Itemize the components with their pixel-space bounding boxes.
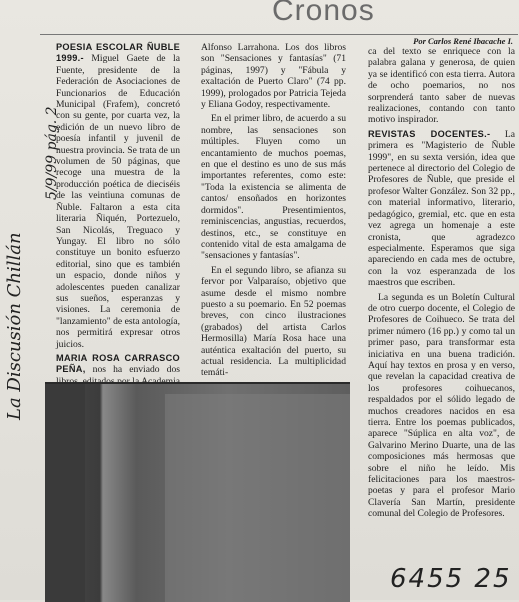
column-3-paragraph-2 bbox=[368, 129, 515, 289]
photo-shade bbox=[165, 394, 350, 602]
masthead-title: Cronos bbox=[272, 0, 375, 27]
column-2 bbox=[201, 42, 346, 382]
paragraph-text: La primera es "Magisterio de Ñuble 1999", en su sexta versión, idea que pertenece al directorio del Colegio de Profesores de Ñuble, que preside el profesor Walter González. Son 32 pp., con material informativo, literario, pedagógico, gremial, etc. que en esta vez agrega un homenaje a este cronista, que agradezco especialmente. Esperamos que siga apareciendo en cada mes de octubre, con la voz esperanzada de los maestros que escriben. bbox=[368, 128, 515, 289]
column-3-paragraph-1: ca del texto se enriquece con la palabra galana y generosa, de quien ya se identificó con esta tierra. Autora de ocho poemarios, no nos sorprenderá tanto saber de nuevas realizaciones, contando con tanto motivo inspirador. bbox=[368, 46, 515, 126]
handwritten-date-note: 5/9/99 pág. 2 bbox=[44, 106, 60, 200]
section-heading-poesia: POESIA ESCOLAR ÑUBLE 1999.- bbox=[56, 42, 180, 64]
byline: Por Carlos René Ibacache I. bbox=[413, 36, 513, 46]
column-3 bbox=[368, 46, 515, 523]
scanned-photo-area bbox=[45, 382, 350, 602]
photo-dark-band bbox=[45, 384, 85, 602]
paragraph-text: Miguel Gaete de la Fuente, presidente de la Federación de Asociaciones de Funcionarios de Educación Municipal (Frafem), concretó con su gente, por cuarta vez, la edición de un nuevo libro de poesía infantil y juvenil de nuestra provincia. Se trata de un volumen de 50 páginas, que recoge una muestra de la producción poética de dieciséis de las veintiuna comunas de Ñuble. Faltaron a esta cita literaria Ñiquén, Portezuelo, San Nicolás, Treguaco y Yungay. El libro no sólo constituye un bonito esfuerzo editorial, sino que es también un espacio, donde niños y adolescentes pueden canalizar sus sueños, esperanzas y visiones. La ceremonia de "lanzamiento" de esta antología, nos permitirá expresar otros juicios. bbox=[56, 53, 180, 350]
column-3-paragraph-3: La segunda es un Boletín Cultural de otro cuerpo docente, el Colegio de Profesores de Coihueco. Se trata del primer número (16 pp.) y como tal un primer paso, para transformar esta iniciativa en una buena tradición. Aquí hay textos en prosa y en verso, que revelan la capacidad creativa de los profesores coihuecanos, respaldados por el sólido legado de muchos creadores nacidos en esa tierra. Entre los poemas publicados, aparece "Súplica en alta voz", de Galvarino Merino Duarte, una de las composiciones más hermosas que sobre el niño he leído. Mis felicitaciones para los maestros-poetas y para el profesor Mario Clavería San Martín, presidente comunal del Colegio de Profesores. bbox=[368, 291, 515, 520]
header bbox=[40, 0, 519, 32]
column-2-paragraph-2: En el primer libro, de acuerdo a su nombre, las sensaciones son múltiples. Fluyen como un encantamiento de muchos poemas, en que el destino es uno de sus más importantes referentes, como este: "Toda la existencia se alimenta de cantos/ ensoñados en horizontes dormidos". Presentimientos, reminiscencias, angustias, recuerdos, destinos, etc., se constituye en contenido vital de esta amalgama de "sensaciones y fantasías". bbox=[201, 113, 346, 262]
column-2-paragraph-3: En el segundo libro, se afianza su fervor por Valparaíso, objetivo que asume desde el mismo nombre puesto a su poemario. En 52 poemas breves, con cinco ilustraciones (grabados) del artista Carlos Hermosilla) María Rosa hace una auténtica exaltación del puerto, su actual residencia. La multiplicidad temáti- bbox=[201, 264, 346, 379]
paragraph-text: nos ha enviado dos bbox=[92, 364, 180, 376]
column-2-paragraph-1: Alfonso Larrahona. Los dos libros son "Sensaciones y fantasías" (71 páginas, 1997) y "Fábula y exaltación de Puerto Claro" (74 pp. 1999), prologados por Patricia Tejeda y Eliana Godoy, respectivamente. bbox=[201, 42, 346, 111]
header-rule bbox=[40, 34, 518, 35]
handwritten-reference-number: 6455 25 bbox=[390, 564, 512, 594]
section-heading-maria-rosa: MARIA ROSA CARRASCO PEÑA, bbox=[56, 352, 180, 375]
column-1-paragraph-1 bbox=[56, 42, 180, 350]
handwritten-source-note: La Discusión Chillán bbox=[4, 232, 25, 420]
section-heading-revistas: REVISTAS DOCENTES.- bbox=[368, 128, 491, 139]
